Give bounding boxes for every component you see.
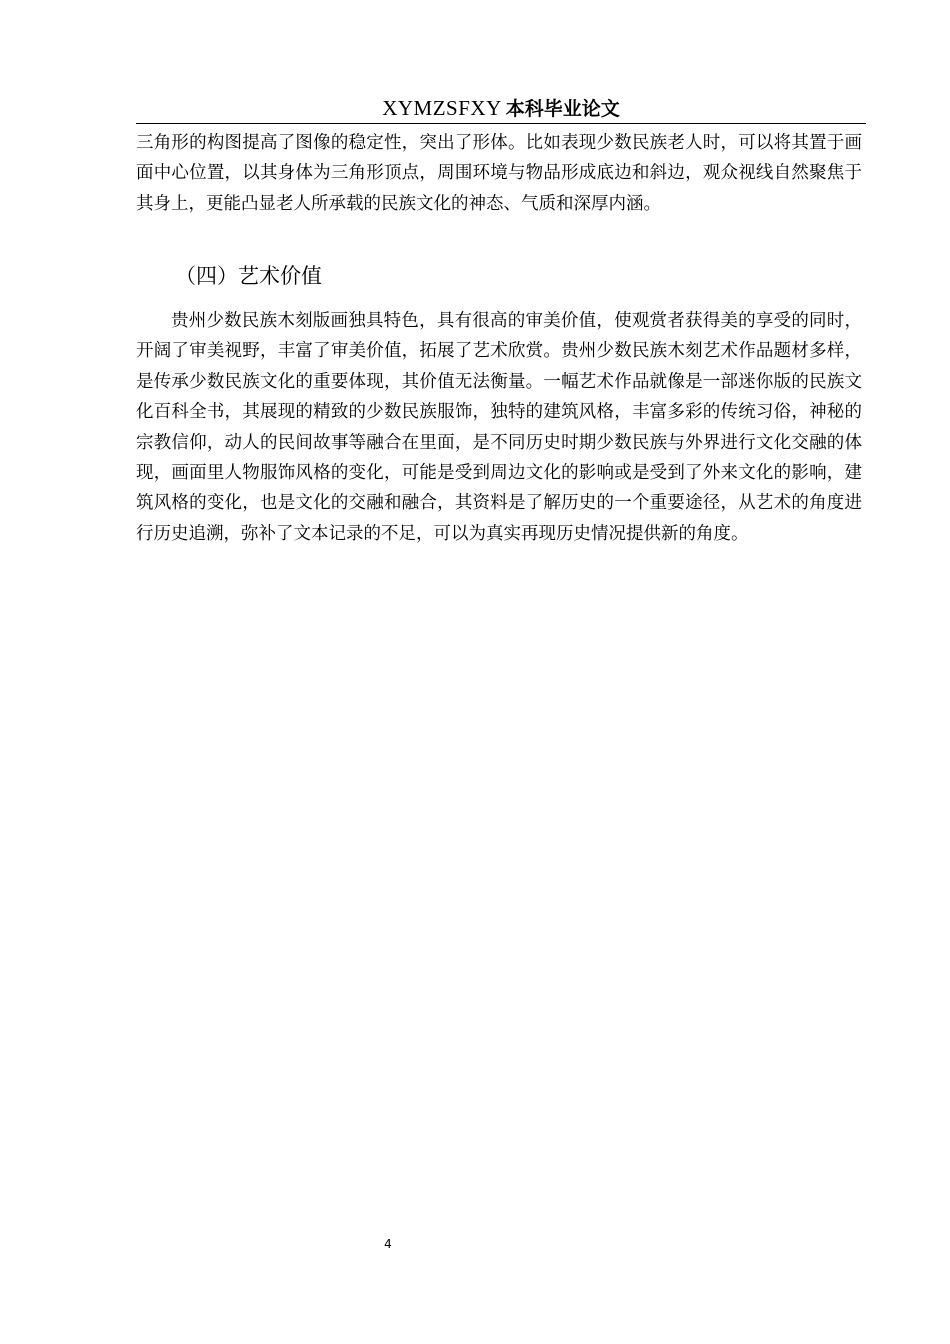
header-divider bbox=[136, 123, 866, 124]
section-heading: （四）艺术价值 bbox=[175, 264, 322, 288]
body-paragraph-1: 三角形的构图提高了图像的稳定性，突出了形体。比如表现少数民族老人时，可以将其置于画面中心位置，以其身体为三角形顶点，周围环境与物品形成底边和斜边，观众视线自然聚焦于其身上，更能凸显老人所承载的民族文化的神态、气质和深厚内涵。 bbox=[136, 133, 862, 214]
header-code: XYMZSFXY bbox=[382, 96, 502, 120]
body-paragraph-2: 贵州少数民族木刻版画独具特色，具有很高的审美价值，使观赏者获得美的享受的同时，开阔了审美视野，丰富了审美价值，拓展了艺术欣赏。贵州少数民族木刻艺术作品题材多样，是传承少数民族文化的重要体现，其价值无法衡量。一幅艺术作品就像是一部迷你版的民族文化百科全书，其展现的精致的少数民族服饰，独特的建筑风格，丰富多彩的传统习俗，神秘的宗教信仰，动人的民间故事等融合在里面，是不同历史时期少数民族与外界进行文化交融的体现，画面里人物服饰风格的变化，可能是受到周边文化的影响或是受到了外来文化的影响，建筑风格的变化，也是文化的交融和融合，其资料是了解历史的一个重要途径，从艺术的角度进行历史追溯，弥补了文本记录的不足，可以为真实再现历史情况提供新的角度。 bbox=[136, 311, 862, 544]
page-number: 4 bbox=[384, 1237, 392, 1251]
header-title: 本科毕业论文 bbox=[505, 98, 620, 120]
page-header bbox=[136, 93, 866, 123]
